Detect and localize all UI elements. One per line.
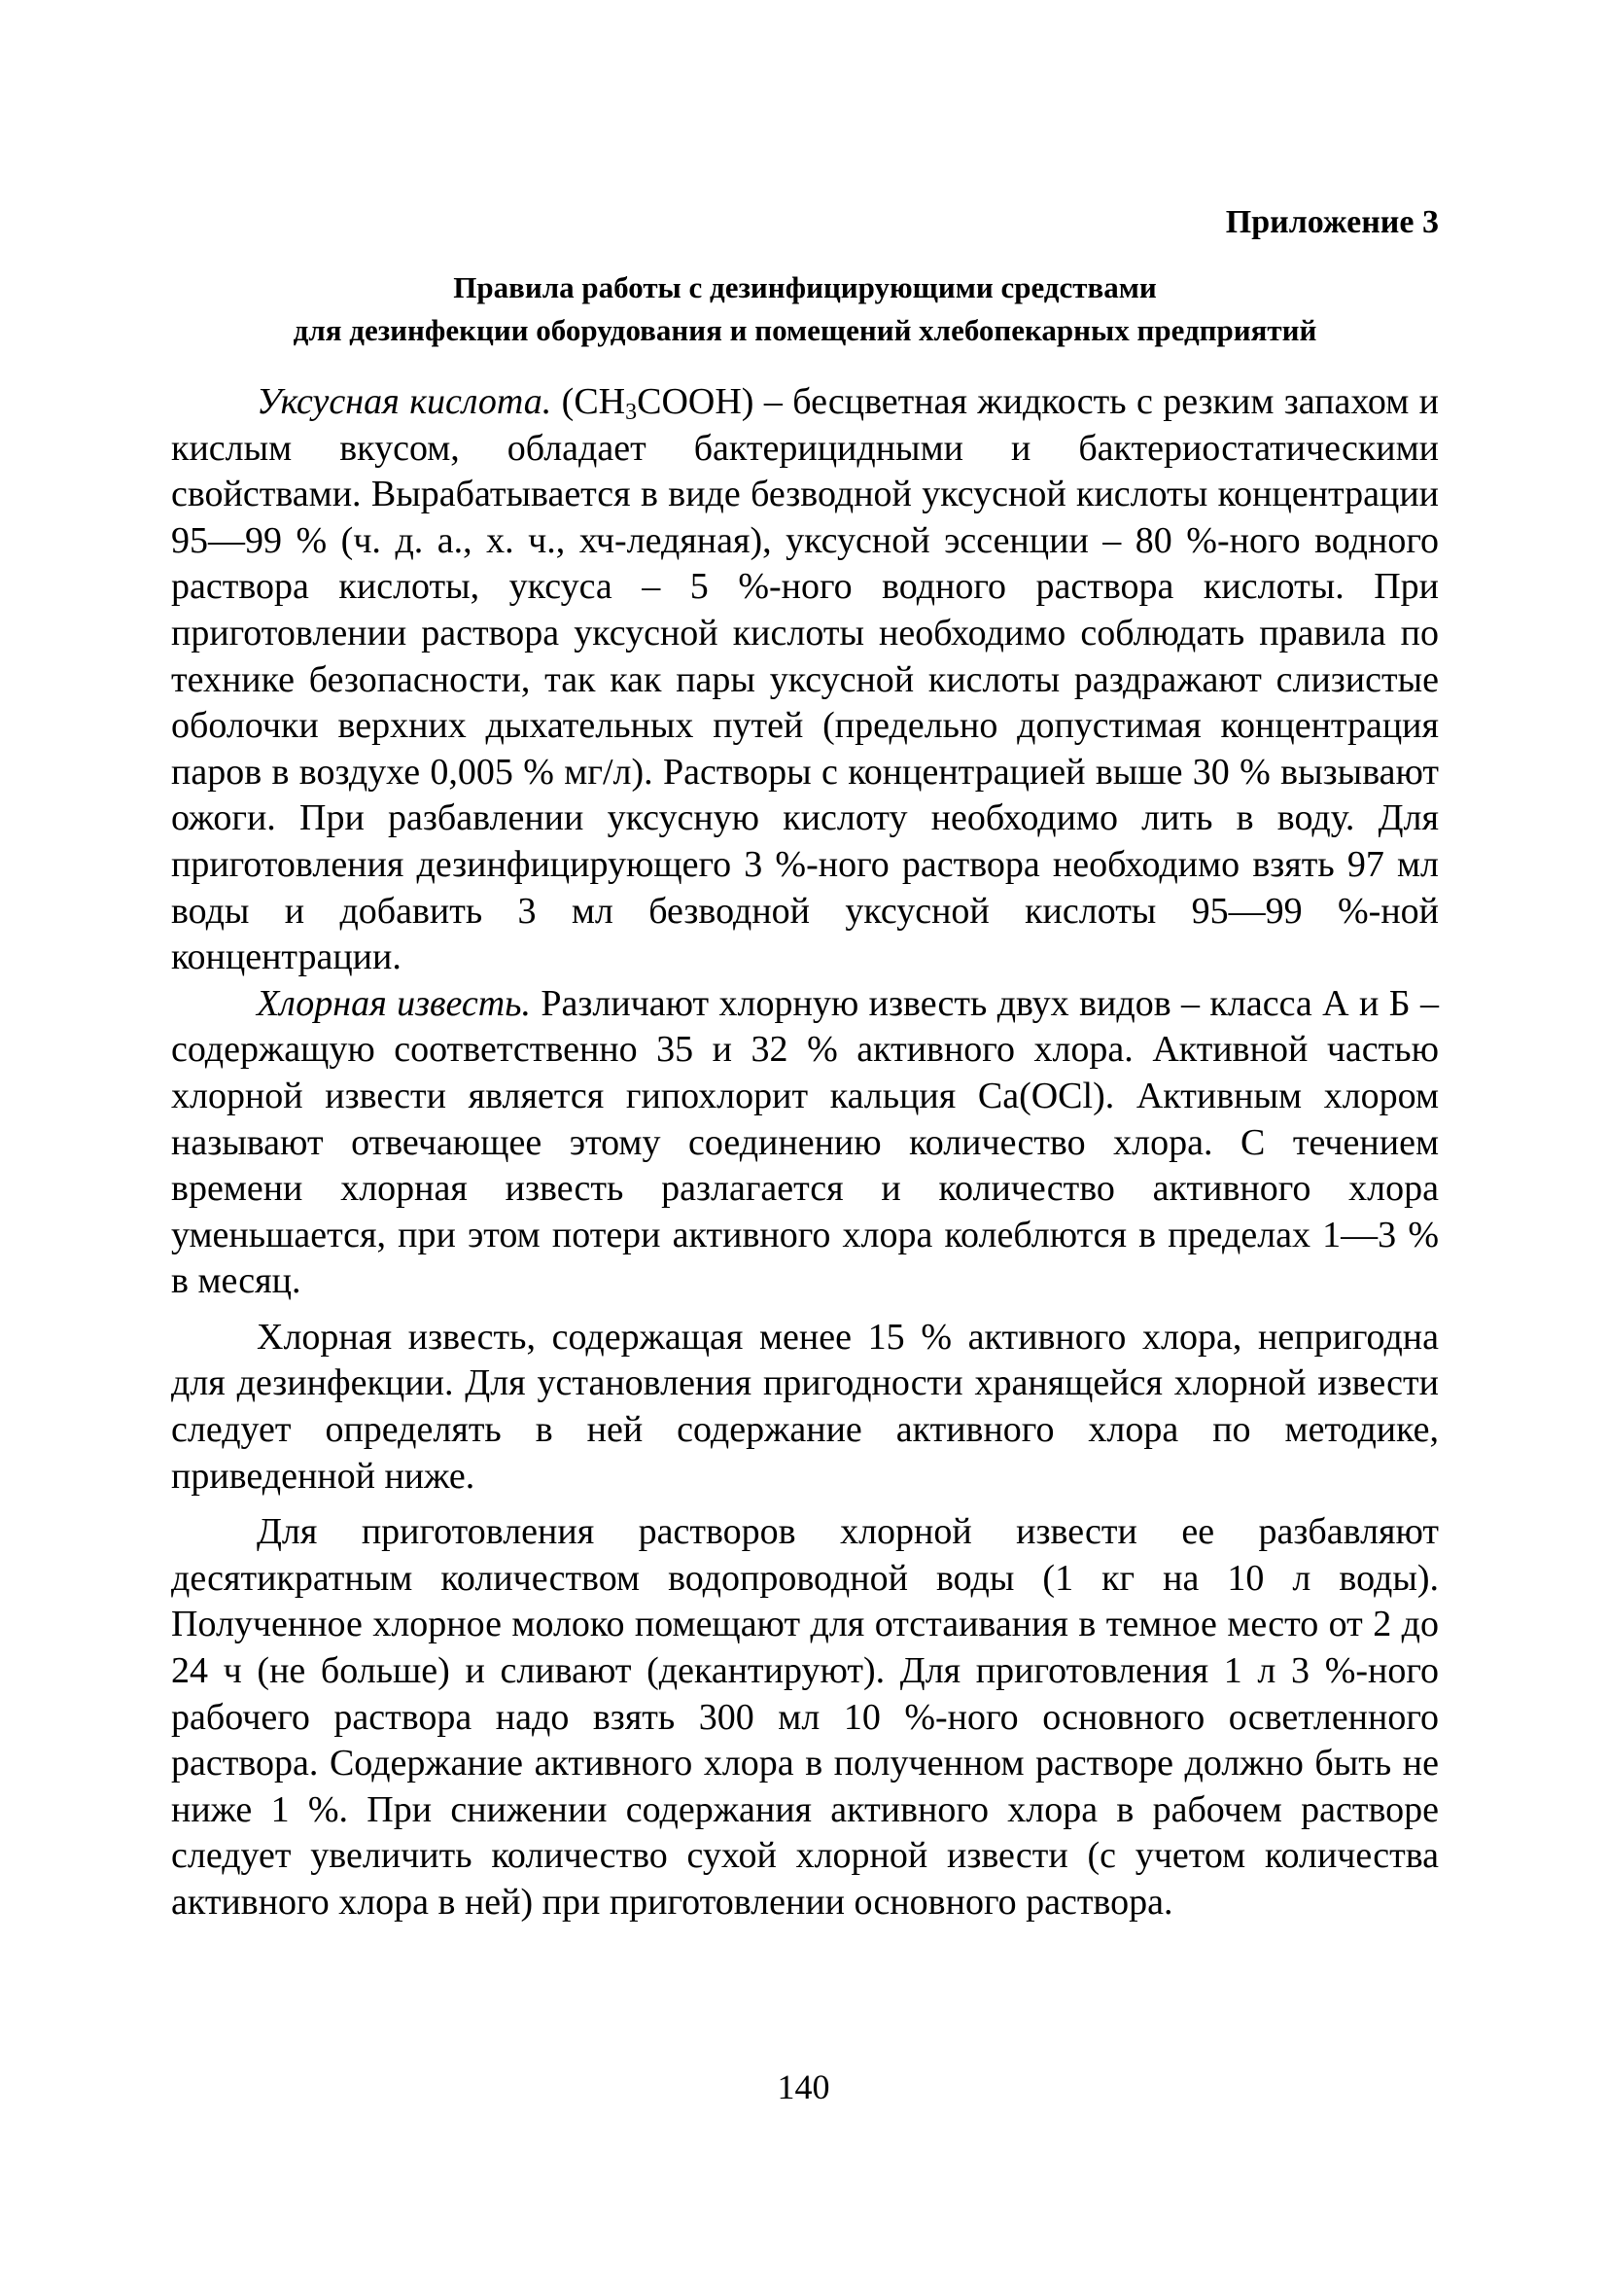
paragraph-suitability: Хлорная известь, содержащая менее 15 % активного хлора, непригодна для дезинфекции. Для установления пригодности хранящейся хлорной извести следует определять в ней содержание активного хлора по методике, приведенной ниже. <box>171 1316 1439 1497</box>
document-page <box>171 198 1439 1926</box>
formula-prefix: (CH <box>551 381 626 422</box>
document-title <box>171 266 1439 352</box>
acetic-acid-text: – бесцветная жидкость с резким запахом и кислым вкусом, обладает бактерицидными и бактериостатическими свойствами. Вырабатывается в виде безводной уксусной кислоты концентрации 95—99 % (ч. д. а., х. ч., хч-ледяная), уксусной эссенции – 80 %-ного водного раствора кислоты, уксуса – 5 %-ного водного раствора кислоты. При приготовлении раствора уксусной кислоты необходимо соблюдать правила по технике безопасности, так как пары уксусной кислоты раздражают слизистые оболочки верхних дыхательных путей (предельно допустимая концентрация паров в воздухе 0,005 % мг/л). Растворы с концентрацией выше 30 % вызывают ожоги. При разбавлении уксусную кислоту необходимо лить в воду. Для приготовления дезинфицирующего 3 %-ного раствора необходимо взять 97 мл воды и добавить 3 мл безводной уксусной кислоты 95—99 %-ной концентрации. <box>171 381 1439 978</box>
formula-suffix: COOH) <box>637 381 754 422</box>
term-chlorine-lime: Хлорная известь. <box>257 982 531 1024</box>
appendix-label: Приложение 3 <box>1225 204 1439 240</box>
title-line-1: Правила работы с дезинфицирующими средствами <box>453 270 1157 304</box>
document-body <box>171 379 1439 1926</box>
term-acetic-acid: Уксусная кислота. <box>257 381 552 422</box>
title-line-2: для дезинфекции оборудования и помещений хлебопекарных предприятий <box>293 313 1317 347</box>
paragraph-acetic-acid <box>171 379 1439 981</box>
paragraph-preparation: Для приготовления растворов хлорной извести ее разбавляют десятикратным количеством водопроводной воды (1 кг на 10 л воды). Полученное хлорное молоко помещают для отстаивания в темное место от 2 до 24 ч (не больше) и сливают (декантируют). Для приготовления 1 л 3 %-ного рабочего раствора надо взять 300 мл 10 %-ного основного осветленного раствора. Содержание активного хлора в полученном растворе должно быть не ниже 1 %. При снижении содержания активного хлора в рабочем растворе следует увеличить количество сухой хлорной извести (с учетом количества активного хлора в ней) при приготовлении основного раствора. <box>171 1511 1439 1923</box>
chlorine-lime-text: Различают хлорную известь двух видов – класса А и Б – содержащую соответственно 35 и 32 % активного хлора. Активной частью хлорной извести является гипохлорит кальция Ca(OCl). Активным хлором называют отвечающее этому соединению количество хлора. С течением времени хлорная известь разлагается и количество активного хлора уменьшается, при этом потери активного хлора колеблются в пределах 1—3 % в месяц. <box>171 982 1439 1302</box>
paragraph-chlorine-lime <box>171 981 1439 1305</box>
page-number: 140 <box>777 2067 830 2106</box>
formula-subscript: 3 <box>625 400 638 425</box>
